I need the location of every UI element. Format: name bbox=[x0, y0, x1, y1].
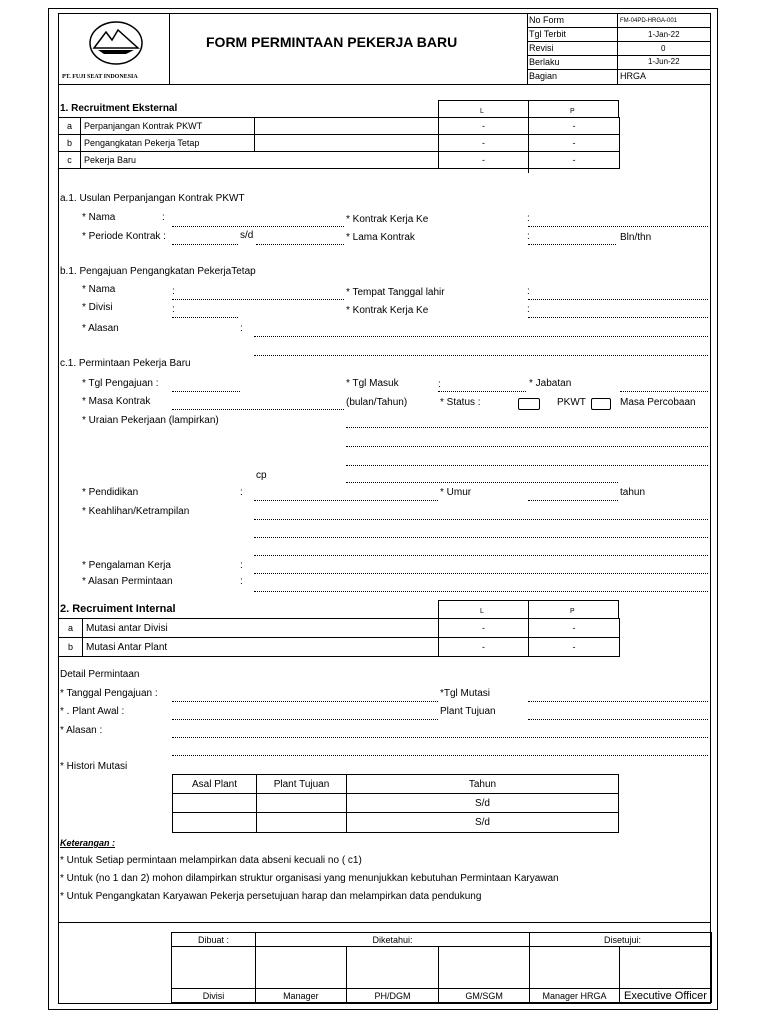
c1-pengalaman-label: * Pengalaman Kerja bbox=[82, 560, 171, 571]
sig-dibuat-label: Dibuat : bbox=[172, 933, 256, 947]
b1-alasan-field-1[interactable] bbox=[254, 336, 708, 337]
sig-role: Manager HRGA bbox=[530, 989, 620, 1003]
c1-pkwt-label: PKWT bbox=[557, 397, 586, 408]
c1-tgl-masuk-colon: : bbox=[438, 379, 441, 390]
row-notes-cell[interactable] bbox=[255, 118, 439, 135]
detail-alasan-field-2[interactable] bbox=[172, 755, 708, 756]
b1-kontrak-ke-field[interactable] bbox=[528, 317, 708, 318]
c1-umur-label: * Umur bbox=[440, 487, 472, 498]
row-code: a bbox=[59, 118, 81, 135]
c1-masa-percobaan-label: Masa Percobaan bbox=[620, 397, 696, 408]
c1-tahun-label: tahun bbox=[620, 487, 646, 498]
meta-value-revisi: 0 bbox=[661, 44, 666, 53]
row-code: b bbox=[59, 135, 81, 152]
hist-header-tahun: Tahun bbox=[347, 775, 619, 794]
histori-table bbox=[172, 774, 619, 833]
sig-box[interactable] bbox=[256, 947, 347, 989]
table-row bbox=[173, 794, 619, 813]
meta-value-tgl-terbit: 1-Jan-22 bbox=[648, 30, 680, 39]
b1-divisi-field[interactable] bbox=[172, 317, 238, 318]
a1-nama-field[interactable] bbox=[172, 226, 344, 227]
detail-tanggal-label: * Tanggal Pengajuan : bbox=[60, 688, 158, 699]
a1-kontrak-ke-colon: : bbox=[527, 213, 530, 224]
table-row bbox=[172, 947, 712, 989]
detail-plant-awal-field[interactable] bbox=[172, 719, 438, 720]
table-row bbox=[173, 813, 619, 833]
a1-unit-label: Bln/thn bbox=[620, 232, 652, 243]
row-label: Mutasi Antar Plant bbox=[83, 638, 439, 657]
c1-uraian-field-1[interactable] bbox=[346, 427, 708, 428]
row-label: Perpanjangan Kontrak PKWT bbox=[81, 118, 255, 135]
hist-cell[interactable] bbox=[173, 813, 257, 833]
c1-uraian-label: * Uraian Pekerjaan (lampirkan) bbox=[82, 415, 219, 426]
c1-masa-kontrak-label: * Masa Kontrak bbox=[82, 396, 151, 407]
c1-keahlian-field-3[interactable] bbox=[254, 555, 708, 556]
section2-col-p: P bbox=[570, 608, 575, 615]
row-p-value[interactable]: - bbox=[529, 152, 620, 169]
c1-pengalaman-field[interactable] bbox=[254, 573, 708, 574]
a1-periode-end-field[interactable] bbox=[256, 244, 344, 245]
a1-lama-colon: : bbox=[527, 231, 530, 242]
notes-title: Keterangan : bbox=[60, 838, 116, 848]
row-l-value[interactable]: - bbox=[439, 152, 529, 169]
form-title: FORM PERMINTAAN PEKERJA BARU bbox=[206, 34, 458, 50]
c1-pendidikan-label: * Pendidikan bbox=[82, 487, 139, 498]
sig-role: GM/SGM bbox=[439, 989, 530, 1003]
c1-pendidikan-field[interactable] bbox=[254, 500, 438, 501]
row-code: a bbox=[59, 619, 83, 638]
row-l-value[interactable]: - bbox=[439, 135, 529, 152]
signature-table bbox=[171, 932, 712, 1003]
c1-keahlian-field-1[interactable] bbox=[254, 519, 708, 520]
hist-tahun-cell[interactable]: S/d bbox=[347, 813, 619, 833]
b1-nama-field[interactable] bbox=[172, 299, 344, 300]
meta-value-bagian: HRGA bbox=[620, 71, 647, 81]
sig-box[interactable] bbox=[620, 947, 712, 989]
b1-kontrak-ke-colon: : bbox=[527, 304, 530, 315]
detail-alasan-label: * Alasan : bbox=[60, 725, 103, 736]
meta-value-no-form: FM-04PD-HRGA-001 bbox=[620, 18, 678, 24]
b1-alasan-field-2[interactable] bbox=[254, 355, 708, 356]
row-code: b bbox=[59, 638, 83, 657]
sig-diketahui-label: Diketahui: bbox=[256, 933, 530, 947]
table-row bbox=[172, 933, 712, 947]
section2-title: 2. Recruiment Internal bbox=[60, 603, 176, 615]
meta-label-bagian: Bagian bbox=[529, 71, 558, 81]
c1-jabatan-field[interactable] bbox=[620, 391, 708, 392]
row-p-value[interactable]: - bbox=[529, 135, 620, 152]
hist-header-asal: Asal Plant bbox=[173, 775, 257, 794]
a1-kontrak-ke-label: * Kontrak Kerja Ke bbox=[346, 214, 429, 225]
meta-label-berlaku: Berlaku bbox=[529, 57, 560, 67]
note-item: * Untuk (no 1 dan 2) mohon dilampirkan struktur organisasi yang menunjukkan kebutuhan Permintaan Karyawan bbox=[60, 873, 559, 884]
sig-role: Divisi bbox=[172, 989, 256, 1003]
detail-tgl-mutasi-field[interactable] bbox=[528, 701, 708, 702]
row-code: c bbox=[59, 152, 81, 169]
detail-plant-awal-label: * . Plant Awal : bbox=[60, 706, 125, 717]
b1-divisi-label: * Divisi bbox=[82, 302, 113, 313]
c1-pendidikan-colon: : bbox=[240, 487, 243, 498]
a1-lama-label: * Lama Kontrak bbox=[346, 232, 415, 243]
sig-box[interactable] bbox=[172, 947, 256, 989]
row-p-value[interactable]: - bbox=[529, 118, 620, 135]
c1-cp-label: cp bbox=[256, 470, 267, 481]
c1-alasan-permintaan-label: * Alasan Permintaan bbox=[82, 576, 173, 587]
meta-value-berlaku: 1-Jun-22 bbox=[648, 57, 680, 66]
c1-tgl-pengajuan-field[interactable] bbox=[172, 391, 240, 392]
c1-tgl-masuk-label: * Tgl Masuk bbox=[346, 378, 399, 389]
a1-title: a.1. Usulan Perpanjangan Kontrak PKWT bbox=[60, 193, 245, 204]
row-p-value[interactable]: - bbox=[529, 638, 620, 657]
c1-title: c.1. Permintaan Pekerja Baru bbox=[60, 358, 191, 369]
c1-tgl-masuk-field[interactable] bbox=[438, 391, 526, 392]
table-row bbox=[59, 135, 620, 152]
b1-ttl-colon: : bbox=[527, 286, 530, 297]
c1-pengalaman-colon: : bbox=[240, 560, 243, 571]
section1-col-l: L bbox=[480, 108, 484, 115]
b1-title: b.1. Pengajuan Pengangkatan PekerjaTetap bbox=[60, 266, 256, 277]
company-name: PT. FUJI SEAT INDONESIA bbox=[62, 74, 138, 80]
sig-box[interactable] bbox=[439, 947, 530, 989]
row-label: Pengangkatan Pekerja Tetap bbox=[81, 135, 255, 152]
c1-uraian-field-3[interactable] bbox=[346, 465, 708, 466]
meta-label-tgl-terbit: Tgl Terbit bbox=[529, 29, 566, 39]
hist-cell[interactable] bbox=[173, 794, 257, 813]
detail-tgl-mutasi-label: *Tgl Mutasi bbox=[440, 688, 491, 699]
b1-alasan-colon: : bbox=[240, 323, 243, 334]
row-l-value[interactable]: - bbox=[439, 619, 529, 638]
detail-title: Detail Permintaan bbox=[60, 669, 140, 680]
b1-ttl-field[interactable] bbox=[528, 299, 708, 300]
note-item: * Untuk Pengangkatan Karyawan Pekerja persetujuan harap dan melampirkan data pendukung bbox=[60, 891, 482, 902]
meta-label-no-form: No Form bbox=[529, 15, 565, 25]
sig-box[interactable] bbox=[346, 947, 439, 989]
table-row bbox=[172, 989, 712, 1003]
c1-masa-kontrak-field[interactable] bbox=[172, 409, 344, 410]
c1-uraian-field-4[interactable] bbox=[346, 482, 618, 483]
section1-col-p: P bbox=[570, 108, 575, 115]
c1-jabatan-label: * Jabatan bbox=[529, 378, 572, 389]
section2-table bbox=[58, 618, 620, 657]
a1-sd-label: s/d bbox=[240, 230, 254, 241]
c1-status-masa-percobaan-checkbox[interactable] bbox=[591, 398, 611, 410]
c1-status-pkwt-checkbox[interactable] bbox=[518, 398, 540, 410]
a1-kontrak-ke-field[interactable] bbox=[528, 226, 708, 227]
c1-bulan-tahun-label: (bulan/Tahun) bbox=[346, 397, 408, 408]
c1-uraian-field-2[interactable] bbox=[346, 446, 708, 447]
a1-periode-label: * Periode Kontrak : bbox=[82, 231, 166, 242]
c1-alasan-permintaan-field[interactable] bbox=[254, 591, 708, 592]
a1-lama-field[interactable] bbox=[528, 244, 616, 245]
table-row bbox=[59, 619, 620, 638]
sig-disetujui-label: Disetujui: bbox=[530, 933, 712, 947]
detail-plant-tujuan-label: Plant Tujuan bbox=[440, 706, 496, 717]
c1-keahlian-label: * Keahlihan/Ketrampilan bbox=[82, 506, 190, 517]
detail-histori-label: * Histori Mutasi bbox=[60, 761, 128, 772]
a1-periode-start-field[interactable] bbox=[172, 244, 238, 245]
row-label: Mutasi antar Divisi bbox=[83, 619, 439, 638]
sig-role: PH/DGM bbox=[346, 989, 439, 1003]
c1-alasan-permintaan-colon: : bbox=[240, 576, 243, 587]
meta-label-revisi: Revisi bbox=[529, 43, 554, 53]
c1-tgl-pengajuan-label: * Tgl Pengajuan : bbox=[82, 378, 159, 389]
row-l-value[interactable]: - bbox=[439, 118, 529, 135]
table-row bbox=[59, 638, 620, 657]
b1-kontrak-ke-label: * Kontrak Kerja Ke bbox=[346, 305, 429, 316]
mountain-logo-icon bbox=[88, 20, 144, 66]
section1-table bbox=[58, 117, 620, 169]
hist-cell[interactable] bbox=[257, 794, 347, 813]
table-row bbox=[59, 118, 620, 135]
c1-umur-field[interactable] bbox=[528, 500, 618, 501]
table-row bbox=[59, 152, 620, 169]
b1-alasan-label: * Alasan bbox=[82, 323, 119, 334]
detail-plant-tujuan-field[interactable] bbox=[528, 719, 708, 720]
hist-cell[interactable] bbox=[257, 813, 347, 833]
sig-box[interactable] bbox=[530, 947, 620, 989]
row-label: Pekerja Baru bbox=[81, 152, 439, 169]
b1-ttl-label: * Tempat Tanggal lahir bbox=[346, 287, 445, 298]
c1-status-label: * Status : bbox=[440, 397, 481, 408]
b1-nama-colon: : bbox=[172, 286, 175, 297]
detail-alasan-field-1[interactable] bbox=[172, 737, 708, 738]
hist-header-tujuan: Plant Tujuan bbox=[257, 775, 347, 794]
sig-role: Manager bbox=[256, 989, 347, 1003]
note-item: * Untuk Setiap permintaan melampirkan data abseni kecuali no ( c1) bbox=[60, 855, 362, 866]
detail-tanggal-field[interactable] bbox=[172, 701, 438, 702]
a1-nama-colon: : bbox=[162, 212, 165, 223]
section2-col-l: L bbox=[480, 608, 484, 615]
c1-keahlian-field-2[interactable] bbox=[254, 537, 708, 538]
sig-role: Executive Officer bbox=[620, 989, 712, 1003]
row-p-value[interactable]: - bbox=[529, 619, 620, 638]
hist-tahun-cell[interactable]: S/d bbox=[347, 794, 619, 813]
row-notes-cell[interactable] bbox=[255, 135, 439, 152]
b1-divisi-colon: : bbox=[172, 304, 175, 315]
section1-title: 1. Recruitment Eksternal bbox=[60, 103, 178, 114]
a1-nama-label: * Nama bbox=[82, 212, 116, 223]
row-l-value[interactable]: - bbox=[439, 638, 529, 657]
b1-nama-label: * Nama bbox=[82, 284, 116, 295]
table-row bbox=[173, 775, 619, 794]
